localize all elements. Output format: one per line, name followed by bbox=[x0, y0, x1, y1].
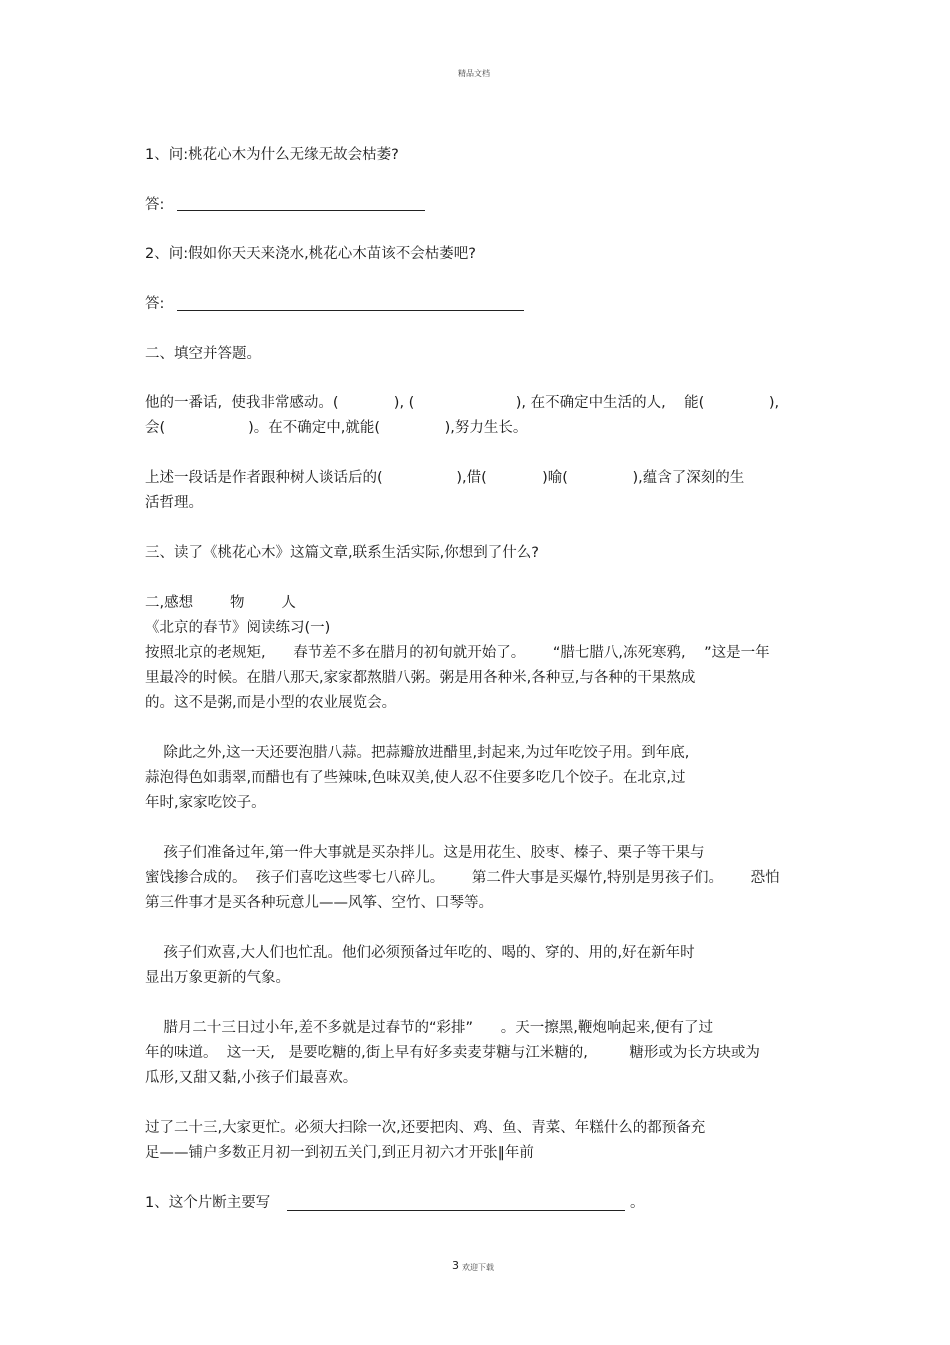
section-3-title: 三、读了《桃花心木》这篇文章,联系生活实际,你想到了什么? bbox=[145, 545, 539, 561]
paragraph-line: 年时,家家吃饺子。 bbox=[145, 795, 266, 811]
paragraph-line: 孩子们准备过年,第一件大事就是买杂拌儿。这是用花生、胶枣、榛子、栗子等干果与 bbox=[145, 845, 705, 861]
paragraph-line: 蜜饯掺合成的。 孩子们喜吃这些零七八碎儿。 第二件大事是买爆竹,特别是男孩子们。 恐怕 bbox=[145, 870, 780, 886]
paragraph-line: 孩子们欢喜,大人们也忙乱。他们必须预备过年吃的、喝的、穿的、用的,好在新年时 bbox=[145, 945, 695, 961]
answer-1-line bbox=[177, 210, 425, 211]
reading-answer-line bbox=[287, 1210, 625, 1211]
paragraph-line: 足——铺户多数正月初一到初五关门,到正月初六才开张‖年前 bbox=[145, 1145, 534, 1161]
reading-question-1-end: 。 bbox=[630, 1195, 645, 1211]
fill-text-line: 会( )。在不确定中,就能( ),努力生长。 bbox=[145, 420, 528, 436]
paragraph-line: 除此之外,这一天还要泡腊八蒜。把蒜瓣放进醋里,封起来,为过年吃饺子用。到年底, bbox=[145, 745, 690, 761]
fill-text-line: 上述一段话是作者跟种树人谈话后的( ),借( )喻( ),蕴含了深刻的生 bbox=[145, 470, 745, 486]
paragraph-line: 腊月二十三日过小年,差不多就是过春节的“彩排” 。天一擦黑,鞭炮响起来,便有了过 bbox=[145, 1020, 713, 1036]
paragraph-line: 蒜泡得色如翡翠,而醋也有了些辣味,色味双美,使人忍不住要多吃几个饺子。在北京,过 bbox=[145, 770, 686, 786]
reading-question-1: 1、这个片断主要写 bbox=[145, 1195, 271, 1211]
answer-2-line bbox=[177, 310, 524, 311]
paragraph-line: 显出万象更新的气象。 bbox=[145, 970, 290, 986]
paragraph-line: 瓜形,又甜又黏,小孩子们最喜欢。 bbox=[145, 1070, 358, 1086]
section-2-title: 二、填空并答题。 bbox=[145, 346, 261, 362]
reading-title: 《北京的春节》阅读练习(一) bbox=[145, 620, 331, 636]
footer-text: 欢迎下载 bbox=[462, 1263, 494, 1272]
paragraph-line: 年的味道。 这一天, 是要吃糖的,街上早有好多卖麦芽糖与江米糖的, 糖形或为长方块或为 bbox=[145, 1045, 760, 1061]
page-number: 3 bbox=[452, 1259, 459, 1272]
page-header: 精品文档 bbox=[458, 69, 490, 78]
question-1: 1、问:桃花心木为什么无缘无故会枯萎? bbox=[145, 147, 399, 163]
answer-2-label: 答: bbox=[145, 296, 165, 312]
answer-1-label: 答: bbox=[145, 197, 165, 213]
question-2: 2、问:假如你天天来浇水,桃花心木苗该不会枯萎吧? bbox=[145, 246, 476, 262]
reading-heading: 二,感想 物 人 bbox=[145, 595, 296, 611]
fill-text-line: 活哲理。 bbox=[145, 495, 203, 511]
paragraph-line: 按照北京的老规矩, 春节差不多在腊月的初旬就开始了。 “腊七腊八,冻死寒鸦, ”这是一年 bbox=[145, 645, 770, 661]
paragraph-line: 过了二十三,大家更忙。必须大扫除一次,还要把肉、鸡、鱼、青菜、年糕什么的都预备充 bbox=[145, 1120, 706, 1136]
fill-text-line: 他的一番话, 使我非常感动。( ), ( ), 在不确定中生活的人, 能( ), bbox=[145, 395, 780, 411]
paragraph-line: 里最冷的时候。在腊八那天,家家都熬腊八粥。粥是用各种米,各种豆,与各种的干果熬成 bbox=[145, 670, 696, 686]
paragraph-line: 的。这不是粥,而是小型的农业展览会。 bbox=[145, 695, 397, 711]
paragraph-line: 第三件事才是买各种玩意儿——风筝、空竹、口琴等。 bbox=[145, 895, 493, 911]
